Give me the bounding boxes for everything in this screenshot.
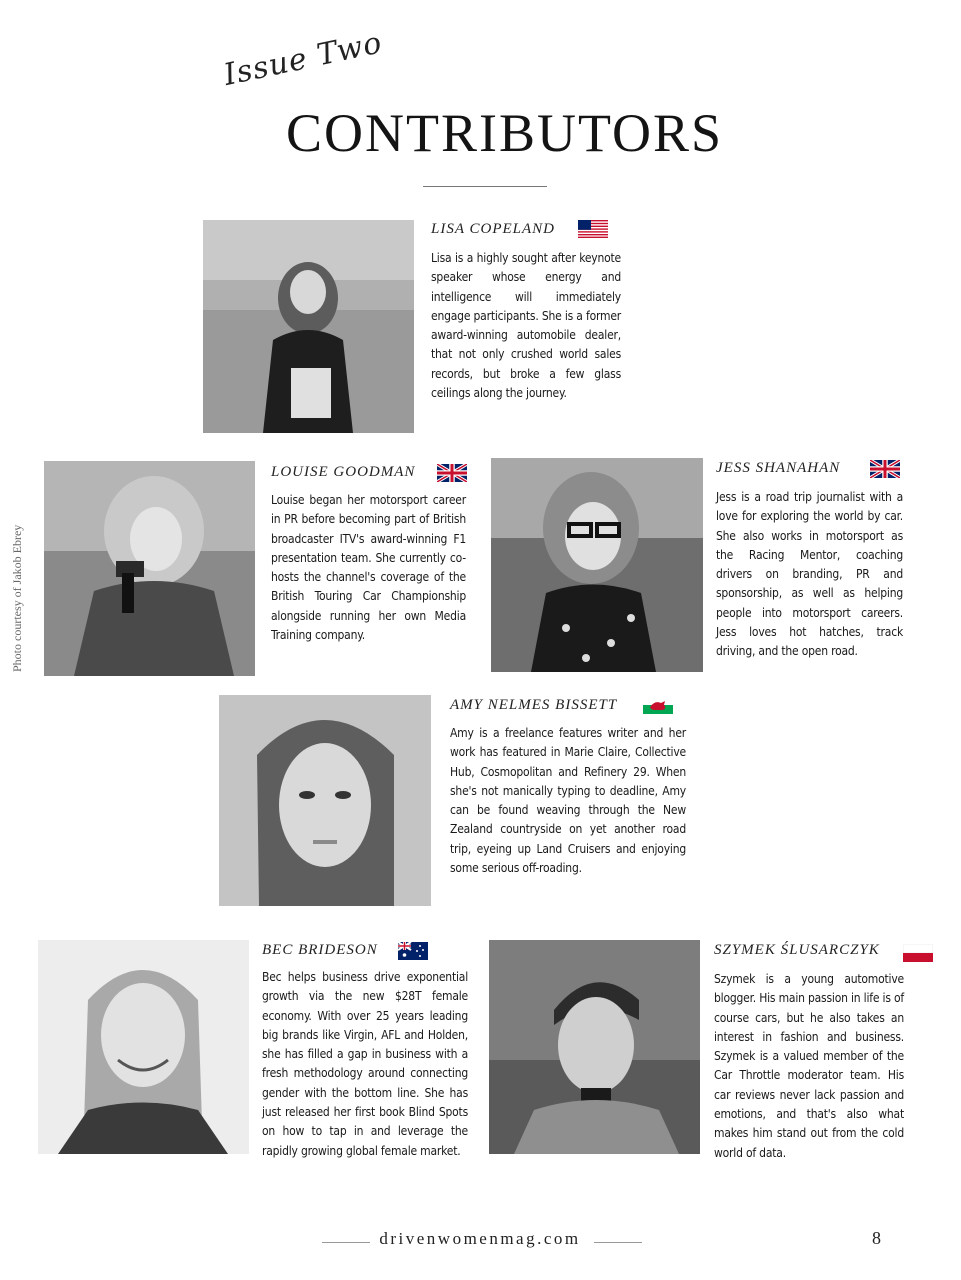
contributor-name-jess: JESS SHANAHAN bbox=[716, 460, 841, 476]
contributor-name-szymek: SZYMEK ŚLUSARCZYK bbox=[714, 942, 880, 958]
title-divider bbox=[423, 186, 547, 187]
contributor-name-louise: LOUISE GOODMAN bbox=[271, 464, 416, 480]
uk-flag-icon bbox=[437, 464, 467, 482]
contributor-photo-szymek bbox=[489, 940, 700, 1154]
contributor-bio-amy: Amy is a freelance features writer and her work has featured in Marie Claire, Collective Hub, Cosmopolitan and Refinery 29. When she's not manically typing to deadline, Amy can be found weaving through the New Zealand countryside on yet another road trip, eyeing up Land Cruisers and enjoying some serious off-roading. bbox=[450, 726, 686, 876]
photo-credit: Photo courtesy of Jakob Ebrey bbox=[10, 524, 24, 672]
contributor-photo-lisa bbox=[203, 220, 414, 433]
contributor-bio-lisa: Lisa is a highly sought after keynote speaker whose energy and intelligence will immediately engage participants. She is a former award-winning automobile dealer, that not only crushed world sales records, but broke a few glass ceilings along the journey. bbox=[431, 251, 621, 401]
footer-rule-left bbox=[322, 1242, 370, 1243]
contributor-bio-louise: Louise began her motorsport career in PR before becoming part of British broadcaster ITV's award-winning F1 presentation team. She currently co-hosts the channel's coverage of the British Touring Car Championship alongside running her own Media Training company. bbox=[271, 493, 466, 643]
contributor-name-lisa: LISA COPELAND bbox=[431, 221, 555, 237]
page-number: 8 bbox=[872, 1228, 881, 1248]
footer-rule-right bbox=[594, 1242, 642, 1243]
contributor-bio-jess: Jess is a road trip journalist with a love for exploring the world by car. She also works in motorsport as the Racing Mentor, coaching drivers on branding, PR and sponsorship, as well as helping people into motorsport careers. Jess loves hot hatches, track driving, and the open road. bbox=[716, 490, 903, 659]
wales-flag-icon bbox=[643, 696, 673, 714]
footer-website: drivenwomenmag.com bbox=[379, 1229, 581, 1248]
australia-flag-icon bbox=[398, 942, 428, 960]
contributor-bio-szymek: Szymek is a young automotive blogger. His main passion in life is of course cars, but he also takes an interest in fashion and business. Szymek is a valued member of the Car Throttle moderator team. His car reviews never lack passion and emotions, and that's also what makes him stand out from the cold world of data. bbox=[714, 972, 904, 1160]
contributor-photo-amy bbox=[219, 695, 431, 906]
contributor-name-amy: AMY NELMES BISSETT bbox=[450, 697, 618, 713]
contributor-photo-louise bbox=[44, 461, 255, 676]
usa-flag-icon bbox=[578, 220, 608, 238]
poland-flag-icon bbox=[903, 944, 933, 962]
contributor-photo-bec bbox=[38, 940, 249, 1154]
page-title: CONTRIBUTORS bbox=[286, 103, 724, 163]
issue-script-title: Issue Two bbox=[220, 25, 386, 93]
uk-flag-icon bbox=[870, 460, 900, 478]
contributor-name-bec: BEC BRIDESON bbox=[262, 942, 378, 958]
contributor-photo-jess bbox=[491, 458, 703, 672]
contributor-bio-bec: Bec helps business drive exponential growth via the new $28T female economy. With over 25 years leading big brands like Virgin, AFL and Holden, she has filled a gap in business with a fresh methodology around connecting gender with the bottom line. She has just released her first book Blind Spots on how to tap in and leverage the rapidly growing global female market. bbox=[262, 970, 468, 1158]
